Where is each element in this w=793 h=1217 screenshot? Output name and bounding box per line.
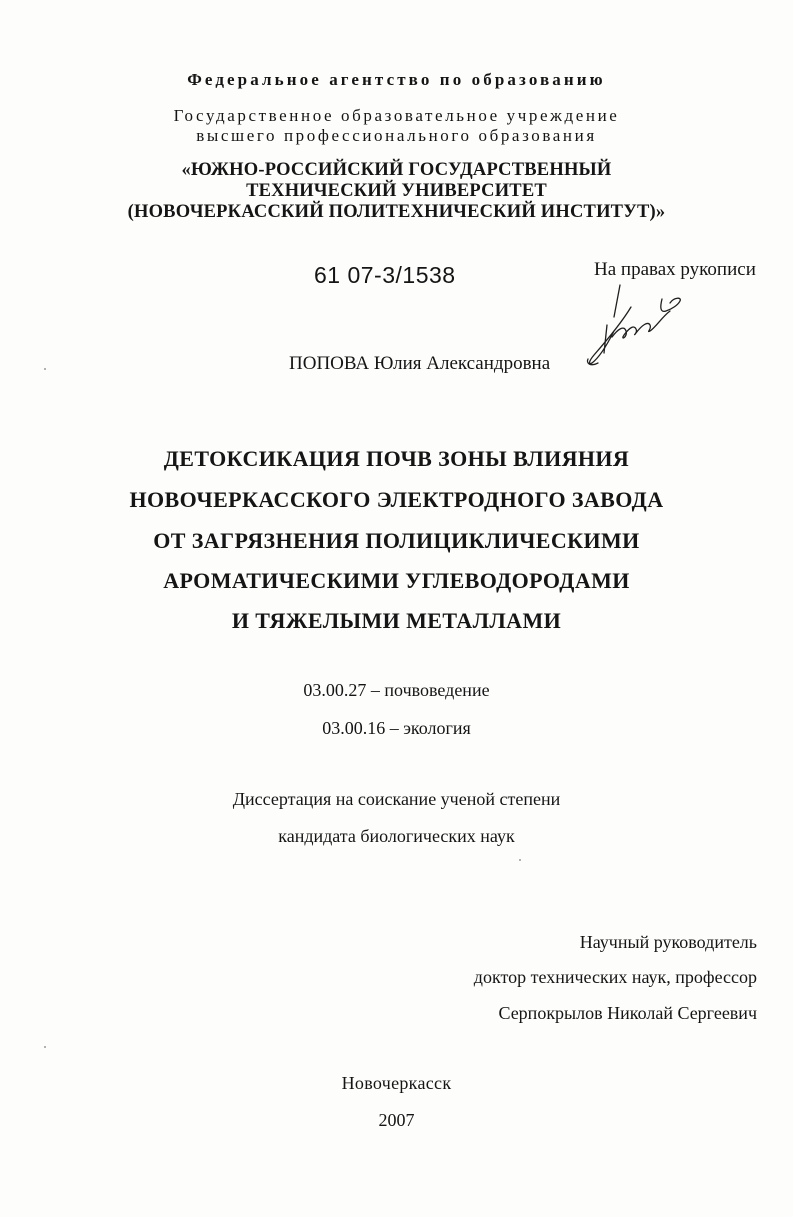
institution-level: высшего профессионального образования (196, 126, 597, 145)
catalog-code: 61 07-3/1538 (314, 262, 456, 288)
author-signature (574, 277, 704, 372)
scan-speck (519, 859, 521, 861)
supervisor-degree: доктор технических наук, профессор (473, 967, 757, 987)
university-name-line2: ТЕХНИЧЕСКИЙ УНИВЕРСИТЕТ (246, 181, 547, 201)
publication-year: 2007 (378, 1110, 415, 1130)
degree-field: кандидата биологических наук (278, 826, 515, 846)
scan-speck (44, 368, 46, 370)
specialty-soil-science: 03.00.27 – почвоведение (303, 680, 490, 700)
specialty-ecology: 03.00.16 – экология (322, 718, 471, 738)
agency-name: Федеральное агентство по образованию (187, 70, 606, 89)
supervisor-name: Серпокрылов Николай Сергеевич (498, 1003, 757, 1023)
thesis-title-line5: И ТЯЖЕЛЫМИ МЕТАЛЛАМИ (231, 608, 562, 633)
scan-speck (44, 1046, 46, 1048)
publication-city: Новочеркасск (341, 1073, 452, 1093)
rights-notice: На правах рукописи (594, 259, 756, 280)
university-name-line1: «ЮЖНО-РОССИЙСКИЙ ГОСУДАРСТВЕННЫЙ (181, 160, 612, 180)
thesis-title-line1: ДЕТОКСИКАЦИЯ ПОЧВ ЗОНЫ ВЛИЯНИЯ (163, 446, 630, 471)
degree-statement: Диссертация на соискание ученой степени (232, 789, 561, 809)
institution-type: Государственное образовательное учреждение (173, 106, 620, 125)
author-name: ПОПОВА Юлия Александровна (289, 353, 551, 374)
supervisor-role: Научный руководитель (579, 932, 757, 952)
university-name-line3: (НОВОЧЕРКАССКИЙ ПОЛИТЕХНИЧЕСКИЙ ИНСТИТУТ)» (127, 202, 666, 222)
thesis-title-line2: НОВОЧЕРКАССКОГО ЭЛЕКТРОДНОГО ЗАВОДА (129, 487, 664, 512)
thesis-title-line4: АРОМАТИЧЕСКИМИ УГЛЕВОДОРОДАМИ (163, 568, 630, 593)
thesis-title-line3: ОТ ЗАГРЯЗНЕНИЯ ПОЛИЦИКЛИЧЕСКИМИ (153, 528, 640, 553)
